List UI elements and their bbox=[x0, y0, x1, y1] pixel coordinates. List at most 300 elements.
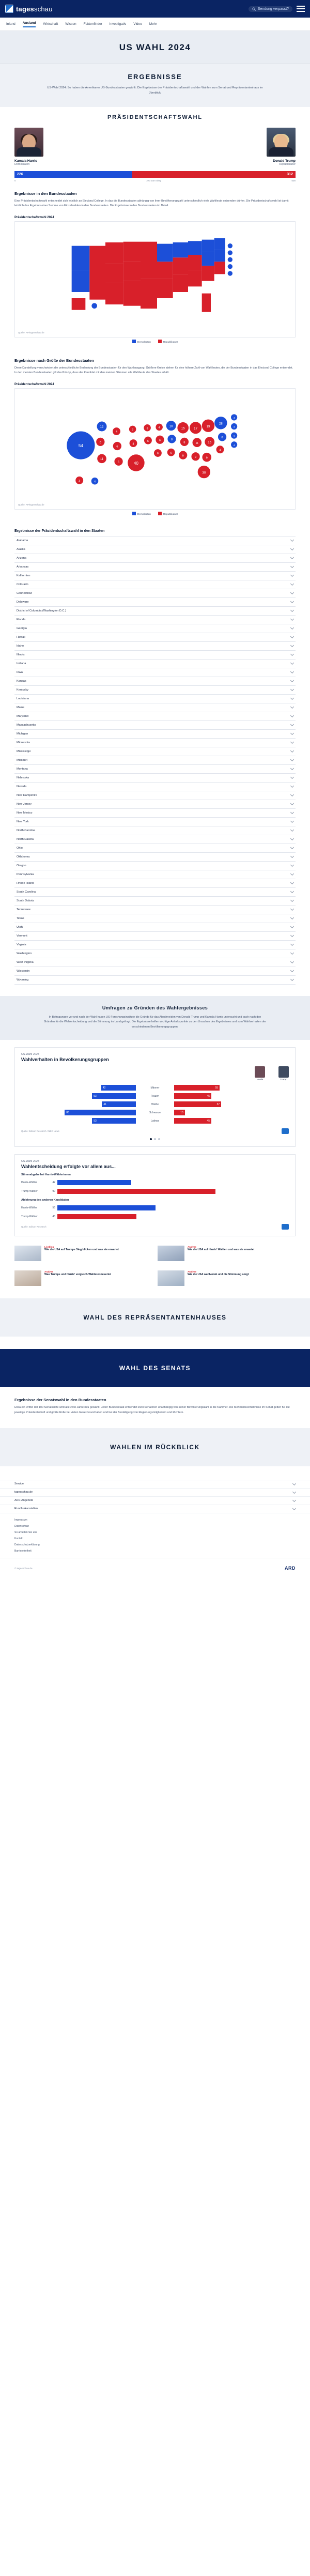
state-accordion-item[interactable] bbox=[14, 914, 296, 923]
chart2-value: 45 bbox=[52, 1215, 55, 1218]
chevron-down-icon bbox=[290, 872, 294, 876]
footer-link[interactable]: Impressum bbox=[14, 1518, 27, 1522]
top-bar-right bbox=[249, 6, 305, 12]
state-accordion-item[interactable] bbox=[14, 967, 296, 976]
chevron-down-icon bbox=[290, 617, 294, 621]
chevron-down-icon bbox=[290, 600, 294, 603]
chart1-bar-trump: 57 bbox=[174, 1101, 221, 1107]
state-accordion-item[interactable] bbox=[14, 668, 296, 677]
state-name: Maine bbox=[17, 706, 25, 709]
candidate-trump bbox=[166, 128, 296, 166]
footer-link[interactable]: Barrierefreiheit bbox=[14, 1549, 32, 1553]
state-name: West Virginia bbox=[17, 960, 34, 964]
state-name: Rhode Island bbox=[17, 881, 34, 885]
state-accordion bbox=[14, 536, 296, 985]
chevron-down-icon bbox=[290, 758, 294, 761]
state-name: New Hampshire bbox=[17, 793, 37, 797]
teaser-kicker: Analyse bbox=[44, 1270, 53, 1274]
state-accordion-item[interactable] bbox=[14, 783, 296, 791]
chevron-down-icon bbox=[290, 977, 294, 981]
teaser-kicker: Analyse bbox=[188, 1270, 196, 1274]
candidate-row bbox=[14, 128, 296, 166]
state-name: Colorado bbox=[17, 582, 28, 586]
legend-republicans: Republikaner bbox=[158, 340, 178, 344]
chevron-down-icon bbox=[290, 784, 294, 788]
chart2-value: 90 bbox=[52, 1189, 55, 1193]
svg-text:8: 8 bbox=[171, 438, 173, 441]
state-accordion-item[interactable] bbox=[14, 765, 296, 774]
svg-text:16: 16 bbox=[208, 440, 212, 444]
svg-text:4: 4 bbox=[94, 480, 96, 484]
chevron-down-icon bbox=[290, 863, 294, 867]
svg-text:54: 54 bbox=[78, 443, 83, 448]
trump-portrait bbox=[267, 128, 296, 157]
svg-text:4: 4 bbox=[158, 426, 160, 430]
map-electors-caption: Präsidentschaftswahl 2024 bbox=[14, 382, 54, 386]
chart1-bar-trump: 13 bbox=[174, 1110, 185, 1115]
senate-text-block bbox=[14, 1398, 296, 1415]
map-electors-text: Diese Darstellung verschwistert die unterschiedliche Bedeutung der Bundesstaaten für den Wahlausgang. Größere Kreise stehen für eine höhere Zahl von Wahlleuten, die der Bundesstaaten in das Electoral College entsendet. In den meisten Bundesstaaten gilt das Prinzip, dass der Kandidat mit den meisten Stimmen alle Wahlleute des Staates erhält. bbox=[14, 366, 293, 375]
state-accordion-item[interactable] bbox=[14, 879, 296, 888]
chevron-down-icon bbox=[290, 652, 294, 656]
state-name: Tennessee bbox=[17, 908, 31, 911]
chart2-row bbox=[21, 1179, 289, 1186]
legend-republicans-2: Republikaner bbox=[158, 512, 178, 516]
state-name: Delaware bbox=[17, 600, 29, 604]
search-button[interactable] bbox=[249, 6, 292, 12]
state-accordion-item[interactable] bbox=[14, 844, 296, 853]
us-map-svg bbox=[18, 226, 292, 329]
presidential-title: PRÄSIDENTSCHAFTSWAHL bbox=[107, 114, 203, 120]
harris-name: Kamala Harris bbox=[14, 159, 37, 163]
teaser-thumbnail bbox=[158, 1246, 184, 1261]
chart2-category: Harris-Wähler bbox=[21, 1180, 37, 1184]
scale-right: 538 bbox=[291, 179, 296, 182]
chart2-group1-rows bbox=[21, 1179, 289, 1194]
svg-text:9: 9 bbox=[206, 456, 208, 460]
state-accordion-item[interactable] bbox=[14, 580, 296, 589]
chart1-legend-harris: Harris bbox=[255, 1066, 265, 1081]
chart2-category: Harris-Wähler bbox=[21, 1206, 37, 1209]
chart1-row bbox=[21, 1084, 289, 1091]
state-accordion-item[interactable] bbox=[14, 651, 296, 660]
chart2-eyebrow: US-Wahl 2024 bbox=[21, 1160, 39, 1163]
state-name: Missouri bbox=[17, 758, 27, 762]
chevron-down-icon bbox=[290, 890, 294, 893]
footer-item-label: Rundfunkanstalten bbox=[14, 1507, 38, 1511]
chart1-bar-harris: 53 bbox=[92, 1118, 136, 1124]
teaser-headline: Wie die USA wahlvorab und die Stimmung sorgt bbox=[188, 1273, 249, 1277]
footer-item-label: tagesschau.de bbox=[14, 1491, 33, 1494]
house-title: WAHL DES REPRÄSENTANTENHAUSES bbox=[83, 1314, 227, 1322]
state-name: Montana bbox=[17, 767, 28, 771]
chart1-source: Quelle: Edison Research / NBC News bbox=[21, 1130, 59, 1133]
chart1-category: Weiße bbox=[151, 1102, 159, 1106]
share-button-2[interactable] bbox=[282, 1224, 289, 1230]
chevron-down-icon bbox=[290, 907, 294, 911]
chart1-row bbox=[21, 1101, 289, 1108]
chevron-down-icon bbox=[290, 775, 294, 779]
chevron-down-icon bbox=[290, 925, 294, 928]
svg-text:3: 3 bbox=[132, 428, 134, 432]
svg-text:6: 6 bbox=[116, 445, 118, 449]
chart1-rows bbox=[21, 1084, 289, 1124]
state-accordion-item[interactable] bbox=[14, 932, 296, 941]
svg-text:4: 4 bbox=[219, 449, 221, 452]
chart2-source: Quelle: Edison Research bbox=[21, 1225, 47, 1229]
state-accordion-item[interactable] bbox=[14, 870, 296, 879]
chevron-down-icon bbox=[290, 679, 294, 682]
survey-band bbox=[0, 996, 310, 1040]
chevron-down-icon bbox=[290, 670, 294, 673]
map-electors-source: Quelle: AP/tagesschau.de bbox=[18, 503, 44, 506]
chevron-down-icon bbox=[290, 714, 294, 717]
review-title: WAHLEN IM RÜCKBLICK bbox=[110, 1443, 200, 1451]
state-name: Washington bbox=[17, 952, 32, 955]
senate-text-body: Etwa ein Drittel der 100 Senatssitze wird alle zwei Jahre neu gewählt. Jeder Bundesstaat entsendet zwei Senatoren unabhängig von seiner Bevölkerungszahl in die Kammer. Die Mehrheitsverhältnisse im Senat gelten für die jeweilige Präsidentschaft und große Rolle bei vielen Gesetzesvorhaben und bei der Bestätigung von Regierungsmitgliedern und Richtern. bbox=[14, 1406, 290, 1414]
hamburger-menu-icon[interactable] bbox=[297, 6, 305, 12]
chevron-down-icon bbox=[290, 793, 294, 796]
nav-item-mehr[interactable]: Mehr bbox=[149, 22, 157, 26]
chevron-down-icon bbox=[290, 819, 294, 823]
chart2-group2-rows bbox=[21, 1204, 289, 1220]
survey-title: Umfragen zu Gründen des Wahlergebnisses bbox=[102, 1005, 208, 1010]
chevron-down-icon bbox=[290, 810, 294, 814]
state-accordion-item[interactable] bbox=[14, 660, 296, 668]
state-accordion-item[interactable] bbox=[14, 642, 296, 651]
state-accordion-item[interactable] bbox=[14, 598, 296, 607]
footer-link[interactable]: So arbeiten Sie uns bbox=[14, 1530, 37, 1534]
chevron-down-icon bbox=[292, 1482, 296, 1485]
chevron-down-icon bbox=[292, 1490, 296, 1494]
nav-item-wirtschaft[interactable]: Wirtschaft bbox=[43, 22, 58, 26]
state-accordion-item[interactable] bbox=[14, 624, 296, 633]
chart1-bar-trump: 45 bbox=[174, 1118, 211, 1124]
carousel-dots[interactable] bbox=[21, 1138, 289, 1140]
svg-text:3: 3 bbox=[146, 427, 148, 431]
candidate-harris bbox=[14, 128, 144, 166]
state-accordion-item[interactable] bbox=[14, 572, 296, 580]
state-name: Idaho bbox=[17, 644, 24, 648]
state-accordion-item[interactable] bbox=[14, 826, 296, 835]
footer-accordion bbox=[0, 1480, 310, 1513]
state-accordion-item[interactable] bbox=[14, 695, 296, 703]
chart1-category: Schwarze bbox=[149, 1111, 161, 1114]
chart1-category: Latinos bbox=[150, 1119, 160, 1123]
footer-bottom bbox=[0, 1558, 310, 1578]
chevron-down-icon bbox=[290, 766, 294, 770]
state-accordion-item[interactable] bbox=[14, 888, 296, 897]
teaser-headline: Was Trumps und Harris' vergleich-Wahlerei-neuerlei bbox=[44, 1273, 111, 1277]
footer-links bbox=[0, 1513, 310, 1558]
state-accordion-item[interactable] bbox=[14, 747, 296, 756]
teaser-thumbnail bbox=[14, 1270, 41, 1286]
ard-logo: ARD bbox=[285, 1566, 296, 1571]
svg-text:15: 15 bbox=[181, 426, 185, 431]
state-accordion-item[interactable] bbox=[14, 756, 296, 765]
chart1-row bbox=[21, 1093, 289, 1099]
state-accordion-item[interactable] bbox=[14, 686, 296, 695]
copyright: © tagesschau.de bbox=[14, 1567, 33, 1570]
svg-text:11: 11 bbox=[195, 441, 199, 445]
svg-text:40: 40 bbox=[133, 461, 138, 466]
state-accordion-item[interactable] bbox=[14, 818, 296, 826]
results-band bbox=[0, 64, 310, 107]
chart1-category: Frauen bbox=[151, 1094, 159, 1098]
chevron-down-icon bbox=[290, 960, 294, 963]
state-name: Alabama bbox=[17, 539, 28, 542]
state-accordion-item[interactable] bbox=[14, 976, 296, 985]
us-choropleth-map[interactable] bbox=[14, 221, 296, 338]
teaser-headline: Wie die USA auf Harris' Wahlen und was sie erwartet bbox=[188, 1248, 255, 1252]
nav-item-faktenfinder[interactable]: Faktenfinder bbox=[83, 22, 102, 26]
state-accordion-item[interactable] bbox=[14, 712, 296, 721]
trump-thumb bbox=[278, 1066, 289, 1078]
presidential-duel bbox=[0, 107, 310, 182]
teaser-row-2 bbox=[14, 1270, 296, 1286]
state-accordion-item[interactable] bbox=[14, 862, 296, 870]
footer-link[interactable]: Datenschutz bbox=[14, 1524, 29, 1528]
electoral-bar-dem: 226 bbox=[14, 171, 132, 178]
chart2-bar bbox=[57, 1205, 156, 1210]
state-accordion-item[interactable] bbox=[14, 941, 296, 949]
chart-card-groups bbox=[14, 1047, 296, 1147]
svg-text:6: 6 bbox=[159, 439, 161, 442]
svg-text:6: 6 bbox=[170, 451, 172, 455]
chevron-down-icon bbox=[290, 696, 294, 700]
state-accordion-item[interactable] bbox=[14, 906, 296, 914]
map-electors-legend bbox=[14, 512, 296, 516]
results-lede: US-Wahl 2024: So haben die Amerikaner US-Bundesstaaten gewählt. Die Ergebnisse der Präsidentschaftswahl und der Wahlen zum Senat und Repräsentantenhaus im Überblick. bbox=[47, 86, 263, 95]
state-name: Vermont bbox=[17, 934, 27, 938]
svg-text:3: 3 bbox=[233, 426, 235, 429]
state-accordion-item[interactable] bbox=[14, 800, 296, 809]
svg-text:30: 30 bbox=[202, 471, 206, 475]
brand-title: tagesschau bbox=[16, 5, 53, 13]
share-button[interactable] bbox=[282, 1128, 289, 1134]
svg-text:4: 4 bbox=[132, 442, 134, 446]
nav-item-ausland[interactable]: Ausland bbox=[23, 21, 36, 27]
state-accordion-item[interactable] bbox=[14, 677, 296, 686]
state-name: Texas bbox=[17, 916, 24, 920]
footer-accordion-item[interactable] bbox=[0, 1480, 310, 1489]
chevron-down-icon bbox=[290, 687, 294, 691]
footer-accordion-item[interactable] bbox=[0, 1489, 310, 1497]
state-accordion-item[interactable] bbox=[14, 721, 296, 730]
state-name: Kalifornien bbox=[17, 574, 30, 577]
chevron-down-icon bbox=[290, 723, 294, 726]
chart1-eyebrow: US-Wahl 2024 bbox=[21, 1053, 39, 1056]
chevron-down-icon bbox=[290, 705, 294, 709]
map-states-heading: Ergebnisse in den Bundesstaaten bbox=[14, 191, 77, 196]
chevron-down-icon bbox=[292, 1507, 296, 1510]
chart1-legend bbox=[21, 1066, 289, 1081]
svg-text:11: 11 bbox=[100, 457, 104, 461]
nav-item-wissen[interactable]: Wissen bbox=[65, 22, 76, 26]
state-name: Illinois bbox=[17, 653, 25, 656]
svg-text:4: 4 bbox=[233, 417, 235, 420]
state-name: Oklahoma bbox=[17, 855, 30, 858]
state-accordion-item[interactable] bbox=[14, 923, 296, 932]
trump-name: Donald Trump bbox=[273, 159, 296, 163]
state-name: Kansas bbox=[17, 679, 26, 683]
chart2-value: 42 bbox=[52, 1180, 55, 1184]
map-states-source: Quelle: AP/tagesschau.de bbox=[18, 331, 44, 334]
state-name: Nevada bbox=[17, 785, 27, 788]
chart1-bar-harris: 86 bbox=[65, 1110, 136, 1115]
legend-democrats: Demokraten bbox=[132, 340, 151, 344]
state-accordion-item[interactable] bbox=[14, 633, 296, 642]
svg-text:10: 10 bbox=[169, 424, 173, 428]
teaser-item[interactable] bbox=[158, 1246, 296, 1261]
teaser-item[interactable] bbox=[158, 1270, 296, 1286]
chevron-down-icon bbox=[292, 1498, 296, 1502]
chart2-row bbox=[21, 1188, 289, 1194]
teaser-kicker: Liveblog bbox=[44, 1246, 54, 1249]
chart2-row bbox=[21, 1213, 289, 1220]
chevron-down-icon bbox=[290, 740, 294, 744]
state-accordion-item[interactable] bbox=[14, 853, 296, 862]
chart2-value: 56 bbox=[52, 1206, 55, 1209]
state-name: North Carolina bbox=[17, 829, 36, 832]
state-name: New Mexico bbox=[17, 811, 33, 815]
state-name: Oregon bbox=[17, 864, 26, 867]
state-accordion-item[interactable] bbox=[14, 536, 296, 545]
state-name: Wisconsin bbox=[17, 969, 30, 973]
footer-link[interactable]: Datenschutzerklärung bbox=[14, 1543, 40, 1546]
state-accordion-item[interactable] bbox=[14, 545, 296, 554]
chevron-down-icon bbox=[290, 626, 294, 630]
review-band bbox=[0, 1428, 310, 1466]
state-name: Iowa bbox=[17, 670, 23, 674]
state-accordion-item[interactable] bbox=[14, 958, 296, 967]
state-name: New York bbox=[17, 820, 29, 823]
scale-mid: 270 zum Sieg bbox=[146, 179, 161, 182]
senate-band bbox=[0, 1349, 310, 1387]
chart1-bar-trump: 55 bbox=[174, 1085, 220, 1091]
tagesschau-logo-icon bbox=[5, 5, 13, 13]
chevron-down-icon bbox=[290, 881, 294, 884]
state-accordion-item[interactable] bbox=[14, 563, 296, 572]
chevron-down-icon bbox=[290, 564, 294, 568]
teaser-kicker: Analyse bbox=[188, 1246, 196, 1249]
state-accordion-item[interactable] bbox=[14, 607, 296, 616]
state-accordion-item[interactable] bbox=[14, 774, 296, 783]
chevron-down-icon bbox=[290, 538, 294, 542]
harris-party: Demokraten bbox=[14, 163, 30, 166]
electoral-bar bbox=[14, 171, 296, 178]
state-name: South Carolina bbox=[17, 890, 36, 894]
state-accordion-item[interactable] bbox=[14, 589, 296, 598]
state-name: Arizona bbox=[17, 556, 26, 560]
state-name: Connecticut bbox=[17, 591, 32, 595]
search-icon bbox=[252, 7, 256, 11]
state-name: Louisiana bbox=[17, 697, 29, 700]
footer-link[interactable]: Kontakt bbox=[14, 1537, 23, 1540]
chevron-down-icon bbox=[290, 608, 294, 612]
state-accordion-item[interactable] bbox=[14, 730, 296, 739]
top-bar bbox=[0, 0, 310, 18]
chart2-category: Trump-Wähler bbox=[21, 1189, 38, 1193]
senate-text-heading: Ergebnisse der Senatswahl in den Bundesstaaten bbox=[14, 1398, 106, 1403]
chevron-down-icon bbox=[290, 591, 294, 594]
survey-text: In Befragungen vor und nach der Wahl haben US-Forschungsinstitute die Gründe für das Abschneiden von Donald Trump und Kamala Harris untersucht und auch nach den Gründen für die Wahlentscheidung und die Stimmung im Land gefragt. Die Ergebnisse helfen wichtige Anhaltspunkte zu den Ursachen des Ergebnisses und zum Wahlverhalten der verschiedenen Bevölkerungsgruppen. bbox=[44, 1015, 266, 1029]
svg-text:12: 12 bbox=[100, 425, 104, 429]
map-states-text: Eine Präsidentschaftswahl entscheidet sich letztlich an Electoral College. In das die Bundesstaaten abhängig von ihrer Bevölkerungszahl unterschiedlich viele Wahlleute entsenden dürfen. Die Präsidentschaftswahl ist damit letztlich das Ergebnis einer Summe von Einzelwahlen in den Bundesstaaten. Die Ergebnisse in den Bundesstaaten im Detail. bbox=[14, 200, 289, 208]
state-name: Kentucky bbox=[17, 688, 29, 692]
nav-item-investigativ[interactable]: Investigativ bbox=[109, 22, 127, 26]
state-name: Maryland bbox=[17, 714, 29, 718]
brand-logo-area[interactable] bbox=[5, 5, 53, 13]
state-accordion-item[interactable] bbox=[14, 616, 296, 624]
chart2-bar bbox=[57, 1189, 215, 1194]
state-accordion-item[interactable] bbox=[14, 703, 296, 712]
chart2-group2-heading: Ablehnung des anderen Kandidaten bbox=[21, 1199, 69, 1202]
state-name: Nebraska bbox=[17, 776, 29, 779]
chart1-bar-trump: 45 bbox=[174, 1093, 211, 1099]
teaser-thumbnail bbox=[14, 1246, 41, 1261]
svg-text:5: 5 bbox=[118, 461, 120, 464]
state-name: New Jersey bbox=[17, 802, 32, 806]
teaser-thumbnail bbox=[158, 1270, 184, 1286]
us-bubble-map[interactable] bbox=[14, 388, 296, 510]
svg-text:4: 4 bbox=[233, 444, 235, 447]
harris-portrait bbox=[14, 128, 43, 157]
chart2-row bbox=[21, 1204, 289, 1211]
svg-text:17: 17 bbox=[194, 426, 197, 431]
svg-text:9: 9 bbox=[182, 454, 184, 458]
svg-text:4: 4 bbox=[115, 431, 117, 434]
search-label: Sendung verpasst? bbox=[257, 7, 289, 11]
nav-item-inland[interactable]: Inland bbox=[6, 22, 16, 26]
map-electors-heading: Ergebnisse nach Größe der Bundesstaaten bbox=[14, 358, 94, 363]
chevron-down-icon bbox=[290, 582, 294, 586]
state-accordion-item[interactable] bbox=[14, 739, 296, 747]
svg-text:6: 6 bbox=[147, 439, 149, 443]
harris-thumb bbox=[255, 1066, 265, 1078]
chevron-down-icon bbox=[290, 556, 294, 559]
state-accordion-item[interactable] bbox=[14, 791, 296, 800]
state-accordion-item[interactable] bbox=[14, 949, 296, 958]
state-accordion-item[interactable] bbox=[14, 554, 296, 563]
svg-text:9: 9 bbox=[195, 455, 197, 459]
chart1-title: Wahlverhalten in Bevölkerungsgruppen bbox=[21, 1057, 109, 1063]
teaser-item[interactable] bbox=[14, 1246, 152, 1261]
nav-item-video[interactable]: Video bbox=[133, 22, 142, 26]
chevron-down-icon bbox=[290, 749, 294, 753]
footer-accordion-item[interactable] bbox=[0, 1497, 310, 1505]
svg-text:3: 3 bbox=[79, 479, 81, 483]
state-name: Georgia bbox=[17, 626, 27, 630]
chart2-bar bbox=[57, 1214, 136, 1219]
footer-accordion-item[interactable] bbox=[0, 1505, 310, 1513]
teaser-headline: Wie die USA auf Trumps Sieg blicken und was sie erwartet bbox=[44, 1248, 119, 1252]
svg-text:8: 8 bbox=[183, 441, 185, 444]
chevron-down-icon bbox=[290, 846, 294, 849]
state-accordion-item[interactable] bbox=[14, 897, 296, 906]
state-accordion-item[interactable] bbox=[14, 835, 296, 844]
chevron-down-icon bbox=[290, 661, 294, 665]
chart-card-motivation bbox=[14, 1154, 296, 1236]
chart2-category: Trump-Wähler bbox=[21, 1215, 38, 1218]
state-accordion-item[interactable] bbox=[14, 809, 296, 818]
svg-text:28: 28 bbox=[219, 422, 223, 426]
chevron-down-icon bbox=[290, 547, 294, 550]
chevron-down-icon bbox=[290, 573, 294, 577]
chart2-foot bbox=[21, 1224, 289, 1230]
chart1-bar-harris: 41 bbox=[102, 1101, 136, 1107]
teaser-item[interactable] bbox=[14, 1270, 152, 1286]
